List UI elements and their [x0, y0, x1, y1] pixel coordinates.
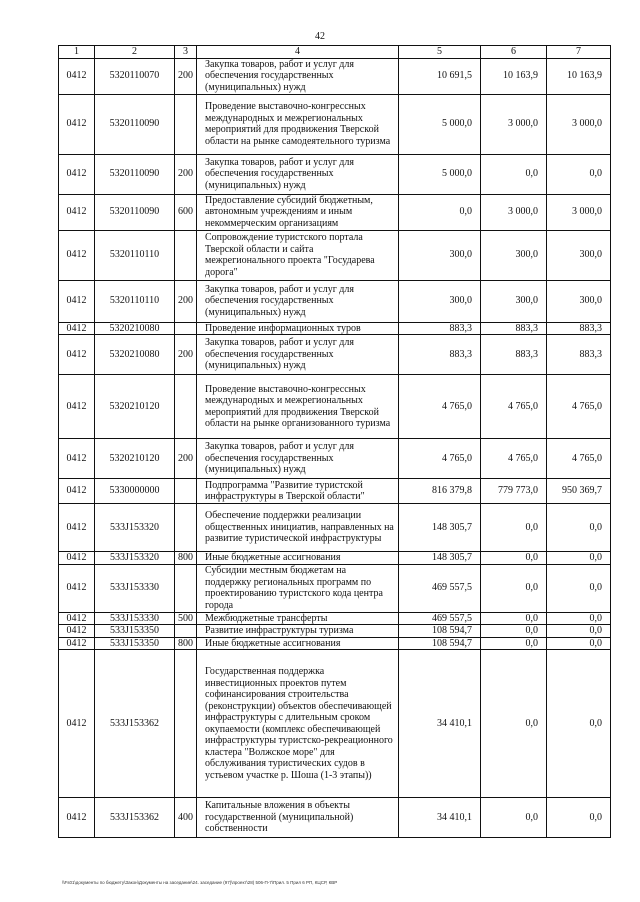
value-col6-cell: 0,0 — [481, 798, 547, 838]
description-cell: Закупка товаров, работ и услуг для обеспечения государственных (муниципальных) нужд — [197, 154, 399, 194]
value-col7-cell: 3 000,0 — [547, 94, 611, 154]
code-cell: 5320210120 — [95, 439, 175, 479]
table-row — [59, 439, 611, 479]
type-cell: 500 — [175, 612, 197, 625]
type-cell: 200 — [175, 439, 197, 479]
value-col6-cell: 0,0 — [481, 637, 547, 650]
value-col5-cell: 816 379,8 — [399, 479, 481, 504]
type-cell: 800 — [175, 637, 197, 650]
value-col6-cell: 300,0 — [481, 230, 547, 280]
value-col5-cell: 10 691,5 — [399, 58, 481, 94]
section-cell: 0412 — [59, 479, 95, 504]
type-cell — [175, 375, 197, 439]
code-cell: 533J153362 — [95, 798, 175, 838]
value-col5-cell: 34 410,1 — [399, 798, 481, 838]
code-cell: 5320210080 — [95, 335, 175, 375]
description-cell: Проведение выставочно-конгрессных международных и межрегиональных мероприятий для продвижения Тверской области на рынке самодеятельного туризма — [197, 94, 399, 154]
description-cell: Подпрограмма "Развитие туристской инфраструктуры в Тверской области" — [197, 479, 399, 504]
code-cell: 533J153320 — [95, 504, 175, 552]
budget-table — [58, 45, 611, 838]
code-cell: 5320210120 — [95, 375, 175, 439]
section-cell: 0412 — [59, 625, 95, 638]
value-col6-cell: 0,0 — [481, 504, 547, 552]
value-col7-cell: 3 000,0 — [547, 194, 611, 230]
value-col5-cell: 300,0 — [399, 280, 481, 322]
value-col6-cell: 779 773,0 — [481, 479, 547, 504]
table-row — [59, 625, 611, 638]
value-col5-cell: 883,3 — [399, 335, 481, 375]
value-col5-cell: 5 000,0 — [399, 94, 481, 154]
section-cell: 0412 — [59, 637, 95, 650]
code-cell: 5320110110 — [95, 230, 175, 280]
description-cell: Закупка товаров, работ и услуг для обеспечения государственных (муниципальных) нужд — [197, 280, 399, 322]
section-cell: 0412 — [59, 564, 95, 612]
table-row — [59, 504, 611, 552]
table-header-row — [59, 46, 611, 59]
page-number: 42 — [315, 31, 325, 42]
table-row — [59, 552, 611, 565]
table-row — [59, 154, 611, 194]
code-cell: 5320110110 — [95, 280, 175, 322]
code-cell: 5320110090 — [95, 154, 175, 194]
value-col5-cell: 108 594,7 — [399, 625, 481, 638]
description-cell: Обеспечение поддержки реализации общественных инициатив, направленных на развитие туристической инфраструктуры — [197, 504, 399, 552]
description-cell: Проведение информационных туров — [197, 322, 399, 335]
section-cell: 0412 — [59, 94, 95, 154]
type-cell: 400 — [175, 798, 197, 838]
type-cell — [175, 479, 197, 504]
section-cell: 0412 — [59, 58, 95, 94]
table-row — [59, 230, 611, 280]
description-cell: Иные бюджетные ассигнования — [197, 637, 399, 650]
code-cell: 533J153330 — [95, 564, 175, 612]
table-row — [59, 650, 611, 798]
value-col6-cell: 3 000,0 — [481, 194, 547, 230]
section-cell: 0412 — [59, 612, 95, 625]
code-cell: 533J153320 — [95, 552, 175, 565]
table-row — [59, 564, 611, 612]
type-cell — [175, 94, 197, 154]
type-cell: 800 — [175, 552, 197, 565]
description-cell: Развитие инфраструктуры туризма — [197, 625, 399, 638]
value-col5-cell: 148 305,7 — [399, 504, 481, 552]
description-cell: Капитальные вложения в объекты государственной (муниципальной) собственности — [197, 798, 399, 838]
description-cell: Закупка товаров, работ и услуг для обеспечения государственных (муниципальных) нужд — [197, 439, 399, 479]
value-col7-cell: 0,0 — [547, 564, 611, 612]
section-cell: 0412 — [59, 552, 95, 565]
section-cell: 0412 — [59, 230, 95, 280]
value-col7-cell: 0,0 — [547, 625, 611, 638]
description-cell: Межбюджетные трансферты — [197, 612, 399, 625]
section-cell: 0412 — [59, 375, 95, 439]
value-col6-cell: 0,0 — [481, 154, 547, 194]
description-cell: Закупка товаров, работ и услуг для обеспечения государственных (муниципальных) нужд — [197, 335, 399, 375]
type-cell: 200 — [175, 58, 197, 94]
value-col5-cell: 108 594,7 — [399, 637, 481, 650]
section-cell: 0412 — [59, 322, 95, 335]
value-col5-cell: 148 305,7 — [399, 552, 481, 565]
value-col6-cell: 883,3 — [481, 335, 547, 375]
value-col5-cell: 469 557,5 — [399, 564, 481, 612]
value-col7-cell: 883,3 — [547, 322, 611, 335]
code-cell: 5320110090 — [95, 194, 175, 230]
code-cell: 533J153330 — [95, 612, 175, 625]
value-col5-cell: 883,3 — [399, 322, 481, 335]
description-cell: Государственная поддержка инвестиционных проектов путем софинансирования строительства (реконструкции) объектов обеспечивающей инфраструктуры с длительным сроком окупаемости (комплекс обеспечивающей инфраструктуры туристско-рекреационного кластера "Волжское море" для обслуживания туристических судов в устьевом участке р. Шоша (1-3 этапы)) — [197, 650, 399, 798]
table-row — [59, 798, 611, 838]
file-path-footer: \\Fs01\документы по бюджету\Закон\Документы на заседание\24. заседание (97)\проект\28) 506-П-7\Прил. 5 Прил 6 РП, КЦСР, КВР — [62, 880, 338, 885]
table-row — [59, 322, 611, 335]
section-cell: 0412 — [59, 650, 95, 798]
header-cell: 4 — [197, 46, 399, 59]
value-col7-cell: 883,3 — [547, 335, 611, 375]
code-cell: 5320110090 — [95, 94, 175, 154]
value-col7-cell: 0,0 — [547, 798, 611, 838]
table-row — [59, 375, 611, 439]
value-col7-cell: 0,0 — [547, 650, 611, 798]
value-col6-cell: 0,0 — [481, 564, 547, 612]
value-col6-cell: 0,0 — [481, 625, 547, 638]
type-cell: 200 — [175, 154, 197, 194]
table-row — [59, 194, 611, 230]
code-cell: 5320110070 — [95, 58, 175, 94]
type-cell: 200 — [175, 280, 197, 322]
value-col7-cell: 0,0 — [547, 504, 611, 552]
value-col7-cell: 0,0 — [547, 154, 611, 194]
section-cell: 0412 — [59, 504, 95, 552]
value-col5-cell: 300,0 — [399, 230, 481, 280]
header-cell: 6 — [481, 46, 547, 59]
section-cell: 0412 — [59, 439, 95, 479]
code-cell: 5320210080 — [95, 322, 175, 335]
code-cell: 533J153362 — [95, 650, 175, 798]
value-col5-cell: 5 000,0 — [399, 154, 481, 194]
value-col5-cell: 34 410,1 — [399, 650, 481, 798]
value-col7-cell: 4 765,0 — [547, 439, 611, 479]
value-col6-cell: 10 163,9 — [481, 58, 547, 94]
value-col7-cell: 4 765,0 — [547, 375, 611, 439]
table-row — [59, 58, 611, 94]
header-cell: 5 — [399, 46, 481, 59]
table-row — [59, 637, 611, 650]
section-cell: 0412 — [59, 335, 95, 375]
table-row — [59, 612, 611, 625]
code-cell: 5330000000 — [95, 479, 175, 504]
type-cell — [175, 322, 197, 335]
value-col7-cell: 300,0 — [547, 230, 611, 280]
value-col7-cell: 0,0 — [547, 637, 611, 650]
header-cell: 2 — [95, 46, 175, 59]
type-cell — [175, 650, 197, 798]
code-cell: 533J153350 — [95, 637, 175, 650]
description-cell: Предоставление субсидий бюджетным, автономным учреждениям и иным некоммерческим организациям — [197, 194, 399, 230]
value-col5-cell: 0,0 — [399, 194, 481, 230]
value-col7-cell: 0,0 — [547, 552, 611, 565]
value-col7-cell: 0,0 — [547, 612, 611, 625]
value-col6-cell: 4 765,0 — [481, 439, 547, 479]
section-cell: 0412 — [59, 280, 95, 322]
value-col5-cell: 469 557,5 — [399, 612, 481, 625]
table-row — [59, 335, 611, 375]
table-row — [59, 479, 611, 504]
description-cell: Закупка товаров, работ и услуг для обеспечения государственных (муниципальных) нужд — [197, 58, 399, 94]
description-cell: Субсидии местным бюджетам на поддержку региональных программ по проектированию туристского кода центра города — [197, 564, 399, 612]
value-col5-cell: 4 765,0 — [399, 439, 481, 479]
value-col5-cell: 4 765,0 — [399, 375, 481, 439]
type-cell — [175, 230, 197, 280]
description-cell: Сопровождение туристского портала Тверской области и сайта межрегионального проекта "Государева дорога" — [197, 230, 399, 280]
value-col6-cell: 0,0 — [481, 612, 547, 625]
value-col6-cell: 883,3 — [481, 322, 547, 335]
header-cell: 3 — [175, 46, 197, 59]
description-cell: Проведение выставочно-конгрессных международных и межрегиональных мероприятий для продвижения Тверской области на рынке организованного туризма — [197, 375, 399, 439]
section-cell: 0412 — [59, 194, 95, 230]
type-cell: 600 — [175, 194, 197, 230]
value-col6-cell: 300,0 — [481, 280, 547, 322]
value-col7-cell: 950 369,7 — [547, 479, 611, 504]
section-cell: 0412 — [59, 154, 95, 194]
value-col6-cell: 3 000,0 — [481, 94, 547, 154]
value-col6-cell: 0,0 — [481, 650, 547, 798]
description-cell: Иные бюджетные ассигнования — [197, 552, 399, 565]
table-row — [59, 280, 611, 322]
value-col6-cell: 0,0 — [481, 552, 547, 565]
type-cell: 200 — [175, 335, 197, 375]
section-cell: 0412 — [59, 798, 95, 838]
type-cell — [175, 564, 197, 612]
type-cell — [175, 625, 197, 638]
code-cell: 533J153350 — [95, 625, 175, 638]
value-col7-cell: 300,0 — [547, 280, 611, 322]
table-row — [59, 94, 611, 154]
value-col7-cell: 10 163,9 — [547, 58, 611, 94]
header-cell: 1 — [59, 46, 95, 59]
header-cell: 7 — [547, 46, 611, 59]
type-cell — [175, 504, 197, 552]
value-col6-cell: 4 765,0 — [481, 375, 547, 439]
